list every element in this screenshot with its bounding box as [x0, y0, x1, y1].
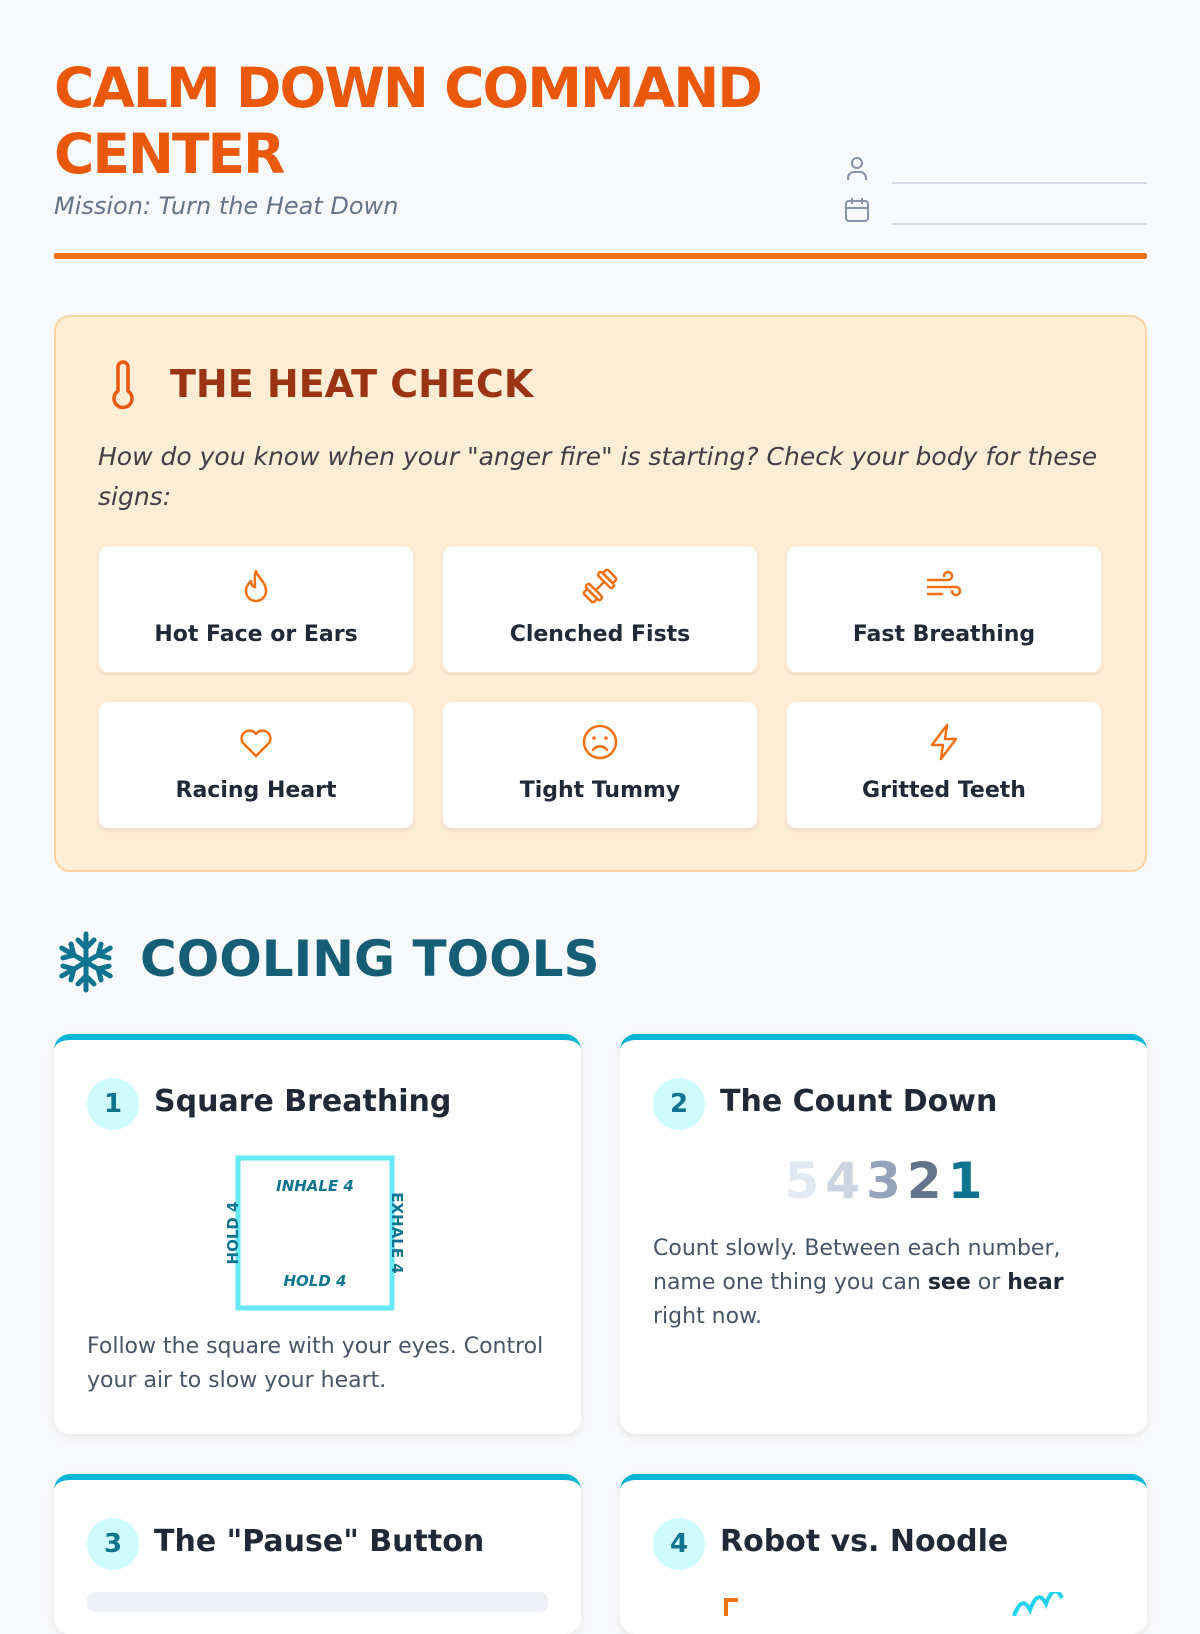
- thermometer-icon: [108, 359, 138, 411]
- name-line: [892, 182, 1147, 184]
- heat-check-intro: How do you know when your "anger fire" is starting? Check your body for these signs:: [98, 442, 1098, 511]
- page-subtitle: Mission: Turn the Heat Down: [54, 192, 399, 220]
- countdown-digit: 3: [866, 1152, 901, 1210]
- cooling-tools-title: COOLING TOOLS: [140, 930, 600, 988]
- square-label-bottom: HOLD 4: [283, 1272, 347, 1290]
- countdown-digit: 5: [784, 1152, 820, 1210]
- description-part: Count slowly. Between each number, name one thing you can: [653, 1236, 1061, 1295]
- page-title: CALM DOWN COMMAND CENTER: [54, 56, 761, 186]
- tool-title: The Count Down: [720, 1084, 998, 1119]
- robot-icon: [720, 1592, 780, 1616]
- frown-icon: [580, 722, 620, 762]
- tool-title: The "Pause" Button: [154, 1524, 485, 1559]
- countdown-digits: [620, 1152, 1147, 1210]
- sign-label: Gritted Teeth: [862, 778, 1026, 803]
- sign-label: Fast Breathing: [852, 622, 1036, 647]
- tool-card-pause-button: [54, 1474, 581, 1634]
- date-line: [892, 223, 1147, 225]
- countdown-digit: 1: [947, 1152, 983, 1210]
- pause-panel: [87, 1592, 548, 1612]
- sign-label: Hot Face or Ears: [154, 622, 358, 647]
- wind-icon: [924, 566, 964, 606]
- date-field[interactable]: [842, 195, 1147, 225]
- person-icon: [842, 154, 872, 184]
- tool-number-badge: 1: [87, 1078, 139, 1130]
- heat-check-title: THE HEAT CHECK: [170, 362, 534, 406]
- sign-label: Racing Heart: [175, 778, 337, 803]
- tool-number-badge: 3: [87, 1518, 139, 1570]
- sign-card-hot-face[interactable]: [98, 545, 414, 673]
- tool-card-count-down: [620, 1034, 1147, 1434]
- tool-number-badge: 2: [653, 1078, 705, 1130]
- noodle-icon: [1010, 1592, 1070, 1616]
- calendar-icon: [842, 195, 872, 225]
- square-label-left: HOLD 4: [224, 1201, 242, 1265]
- description-emphasis-see: see: [927, 1270, 971, 1295]
- square-label-right: EXHALE 4: [388, 1192, 406, 1274]
- sign-card-tight-tummy[interactable]: [442, 701, 758, 829]
- sign-card-fast-breathing[interactable]: [786, 545, 1102, 673]
- tool-title: Robot vs. Noodle: [720, 1524, 1009, 1559]
- heat-check-panel: [54, 315, 1147, 872]
- header-divider: [54, 253, 1147, 259]
- tool-description: Follow the square with your eyes. Control your air to slow your heart.: [87, 1334, 544, 1393]
- square-label-top: INHALE 4: [276, 1177, 354, 1195]
- sign-card-racing-heart[interactable]: [98, 701, 414, 829]
- sign-card-clenched-fists[interactable]: [442, 545, 758, 673]
- description-part: or: [970, 1270, 1008, 1295]
- name-field[interactable]: [842, 154, 1147, 184]
- description-emphasis-hear: hear: [1007, 1270, 1064, 1295]
- tool-card-robot-vs-noodle: [620, 1474, 1147, 1634]
- sign-label: Clenched Fists: [509, 622, 691, 647]
- lightning-icon: [924, 722, 964, 762]
- countdown-digit: 4: [825, 1152, 861, 1210]
- tool-description: [653, 1232, 1119, 1334]
- dumbbell-icon: [580, 566, 620, 606]
- tool-title: Square Breathing: [154, 1084, 452, 1119]
- worksheet-page: [54, 0, 1147, 1600]
- tool-number-badge: 4: [653, 1518, 705, 1570]
- sign-label: Tight Tummy: [519, 778, 681, 803]
- breathing-square-diagram: [214, 1148, 414, 1318]
- heart-icon: [236, 722, 276, 762]
- countdown-digit: 2: [906, 1152, 942, 1210]
- tool-card-square-breathing: [54, 1034, 581, 1434]
- description-part: right now.: [653, 1304, 763, 1329]
- sign-card-gritted-teeth[interactable]: [786, 701, 1102, 829]
- snowflake-icon: [54, 930, 118, 994]
- flame-icon: [236, 566, 276, 606]
